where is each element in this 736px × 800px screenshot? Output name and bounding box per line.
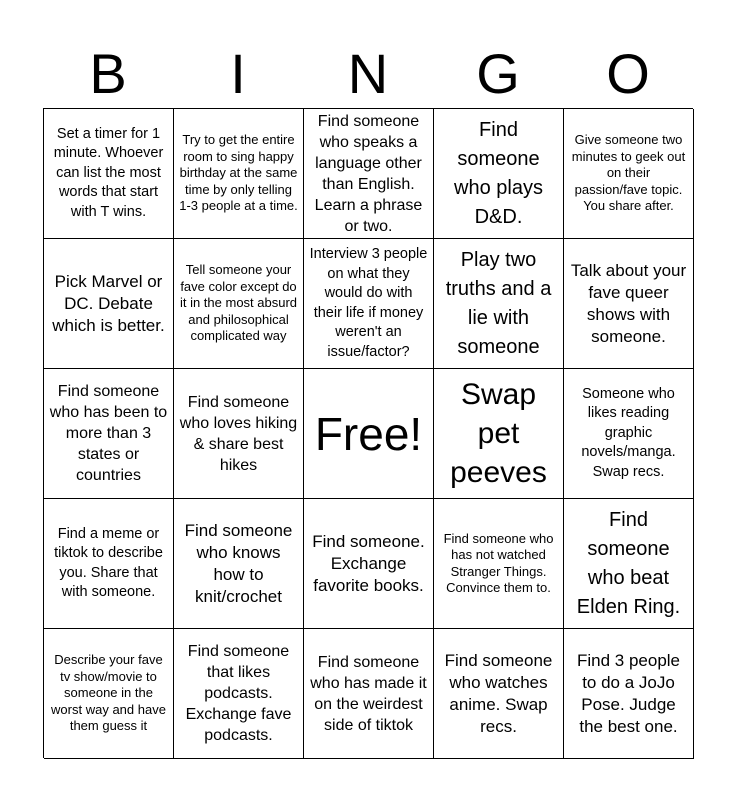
cell-text: Find someone who loves hiking & share best hikes (179, 393, 298, 474)
cell-text: Describe your fave tv show/movie to someone in the worst way and have them guess it (51, 652, 166, 734)
cell-text: Play two truths and a lie with someone (445, 248, 552, 358)
cell-text: Someone who likes reading graphic novels/manga. Swap recs. (581, 385, 676, 480)
bingo-cell-r1c3[interactable] (304, 109, 434, 239)
bingo-cell-free[interactable] (304, 369, 434, 499)
cell-text: Find someone. Exchange favorite books. (312, 531, 425, 595)
bingo-cell-r3c5[interactable] (564, 369, 694, 499)
bingo-cell-r5c3[interactable] (304, 629, 434, 759)
cell-text: Free! (314, 407, 423, 460)
bingo-cell-r1c5[interactable] (564, 109, 694, 239)
bingo-cell-r4c3[interactable] (304, 499, 434, 629)
bingo-cell-r3c4[interactable] (434, 369, 564, 499)
bingo-cell-r1c4[interactable] (434, 109, 564, 239)
bingo-cell-r5c2[interactable] (174, 629, 304, 759)
header-letter-n: N (347, 42, 389, 105)
cell-text: Talk about your fave queer shows with someone. (570, 260, 687, 346)
bingo-cell-r1c1[interactable] (44, 109, 174, 239)
header-letter-b: B (89, 42, 127, 105)
cell-text: Find a meme or tiktok to describe you. Share that with someone. (54, 525, 163, 600)
bingo-cell-r3c1[interactable] (44, 369, 174, 499)
cell-text: Try to get the entire room to sing happy birthday at the same time by only telling 1-3 people at a time. (179, 132, 298, 214)
bingo-grid (43, 108, 693, 758)
bingo-cell-r5c5[interactable] (564, 629, 694, 759)
cell-text: Tell someone your fave color except do it in the most absurd and philosophical complicated way (179, 262, 298, 344)
bingo-cell-r5c1[interactable] (44, 629, 174, 759)
cell-text: Find someone that likes podcasts. Exchange fave podcasts. (185, 643, 292, 744)
cell-text: Find 3 people to do a JoJo Pose. Judge the best one. (576, 650, 681, 736)
cell-text: Find someone who plays D&D. (454, 118, 543, 228)
bingo-cell-r1c2[interactable] (174, 109, 304, 239)
bingo-cell-r2c4[interactable] (434, 239, 564, 369)
cell-text: Give someone two minutes to geek out on their passion/fave topic. You share after. (571, 132, 686, 214)
cell-text: Find someone who has made it on the weirdest side of tiktok (310, 653, 427, 734)
bingo-cell-r2c3[interactable] (304, 239, 434, 369)
cell-text: Swap pet peeves (450, 378, 547, 489)
cell-text: Find someone who speaks a language other than English. Learn a phrase or two. (314, 112, 423, 235)
bingo-cell-r2c5[interactable] (564, 239, 694, 369)
bingo-cell-r4c1[interactable] (44, 499, 174, 629)
bingo-cell-r2c2[interactable] (174, 239, 304, 369)
cell-text: Interview 3 people on what they would do with their life if money weren't an issue/factor? (309, 246, 428, 360)
header-letter-g: G (476, 42, 520, 105)
cell-text: Pick Marvel or DC. Debate which is better. (52, 271, 165, 335)
cell-text: Find someone who watches anime. Swap recs. (444, 650, 553, 736)
bingo-cell-r4c5[interactable] (564, 499, 694, 629)
bingo-header (43, 40, 693, 108)
header-letter-o: O (606, 42, 650, 105)
bingo-cell-r4c2[interactable] (174, 499, 304, 629)
bingo-cell-r5c4[interactable] (434, 629, 564, 759)
cell-text: Find someone who has been to more than 3 states or countries (49, 383, 168, 484)
cell-text: Find someone who has not watched Stranger Things. Convince them to. (443, 530, 554, 595)
header-letter-i: I (230, 42, 246, 105)
cell-text: Set a timer for 1 minute. Whoever can list the most words that start with T wins. (53, 125, 164, 220)
bingo-cell-r4c4[interactable] (434, 499, 564, 629)
bingo-cell-r3c2[interactable] (174, 369, 304, 499)
bingo-cell-r2c1[interactable] (44, 239, 174, 369)
cell-text: Find someone who beat Elden Ring. (576, 508, 681, 618)
cell-text: Find someone who knows how to knit/crochet (184, 520, 293, 606)
